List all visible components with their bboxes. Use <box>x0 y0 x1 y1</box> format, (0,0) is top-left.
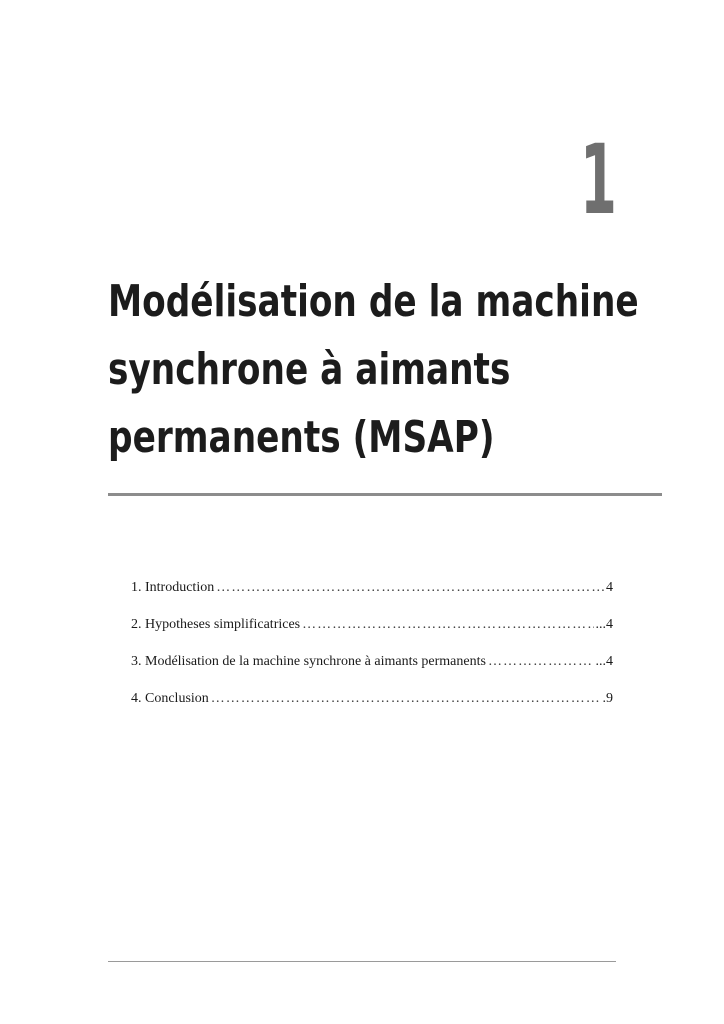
table-of-contents <box>131 580 613 728</box>
footer-divider <box>108 961 616 962</box>
chapter-title-line: synchrone à aimants <box>108 344 511 395</box>
toc-entry-label: 4. Conclusion <box>131 691 209 706</box>
toc-entry-label: 1. Introduction <box>131 580 215 595</box>
chapter-number: 1 <box>580 124 616 236</box>
toc-entry-label: 2. Hypotheses simplificatrices <box>131 617 301 632</box>
toc-page-number: ...4 <box>595 654 613 669</box>
toc-dot-leader <box>488 654 594 670</box>
chapter-title-line: permanents (MSAP) <box>108 412 495 463</box>
toc-page-number: .9 <box>602 691 613 706</box>
title-divider <box>108 493 662 496</box>
toc-entry-introduction[interactable] <box>131 580 613 617</box>
toc-page-number: ...4 <box>595 617 613 632</box>
toc-page-number: 4 <box>606 580 613 595</box>
toc-dot-leader <box>216 580 604 596</box>
toc-dot-leader <box>302 617 593 633</box>
toc-entry-modelisation[interactable] <box>131 654 613 691</box>
toc-dot-leader <box>211 691 601 707</box>
toc-entry-hypotheses[interactable] <box>131 617 613 654</box>
toc-entry-conclusion[interactable] <box>131 691 613 728</box>
toc-entry-label: 3. Modélisation de la machine synchrone à aimants permanents <box>131 654 486 669</box>
chapter-title-line: Modélisation de la machine <box>108 276 639 327</box>
chapter-title <box>108 268 668 472</box>
